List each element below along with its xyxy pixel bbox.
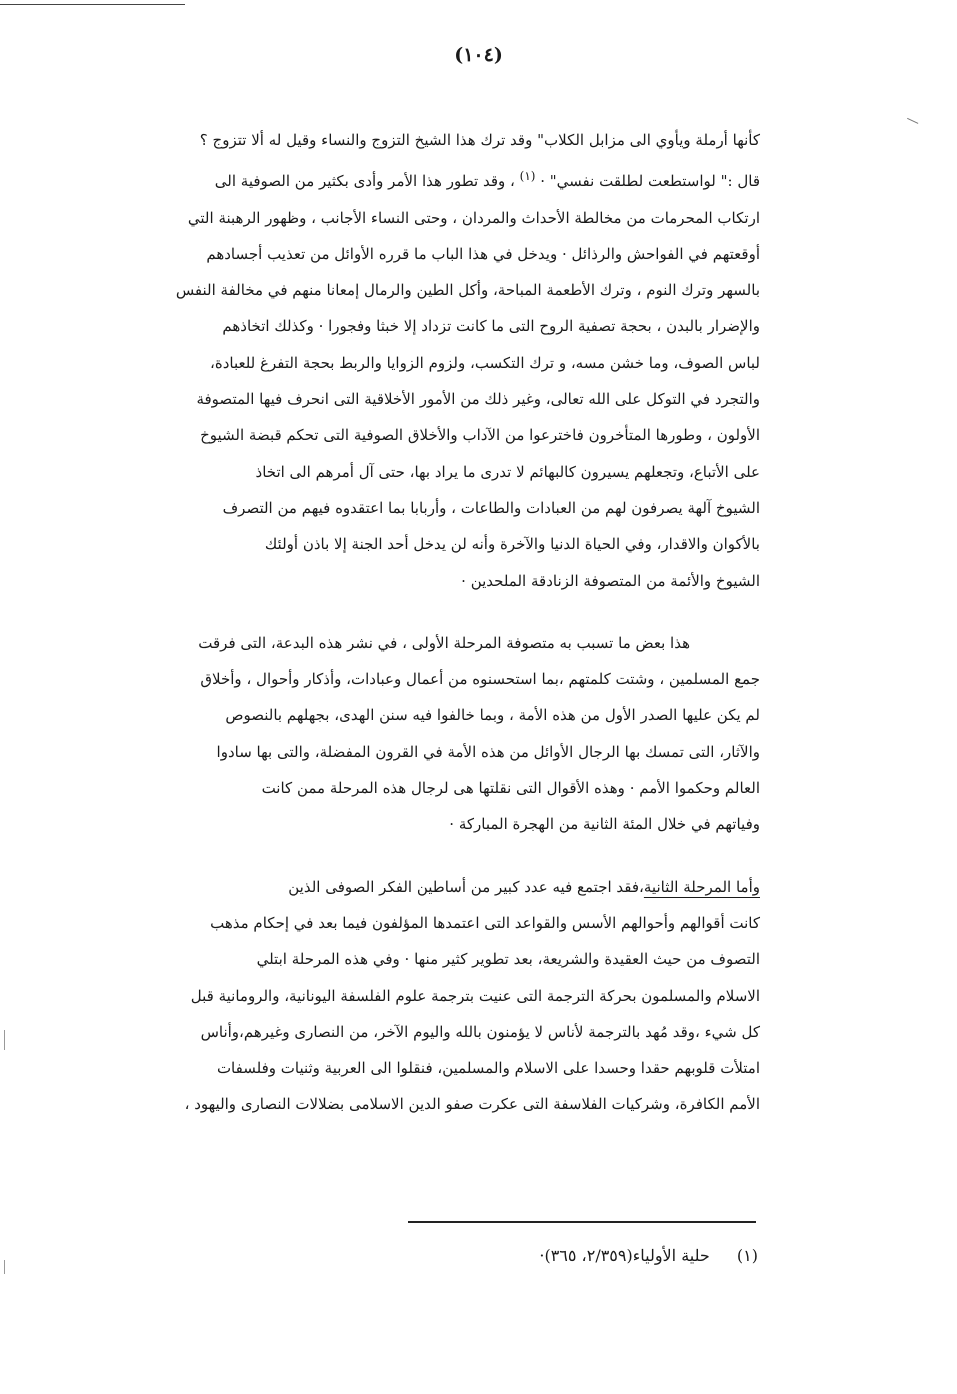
page-number: (١٠٤)	[454, 44, 503, 66]
text-line: امتلأت قلوبهم حقدا وحسدا على الاسلام والمسلمين، فنقلوا الى العربية وثنيات وفلسفات	[216, 1059, 760, 1078]
text-line	[100, 158, 760, 199]
footnote-text: حلية الأولياء(٢/٣٥٩، ٣٦٥)·	[539, 1246, 710, 1265]
text-line: الأمم الكافرة، وشركيات الفلاسفة التى عكرت صفو الدين الاسلامى بضلالات النصارى واليهود ،	[184, 1095, 760, 1114]
text-segment: ،فقد اجتمع فيه عدد كبير من أساطين الفكر الصوفى الذين	[288, 877, 644, 896]
text-line: والإضرار بالبدن ، بحجة تصفية الروح التى ما كانت تزداد إلا خبثا وفجورا · وكذلك اتخاذهم	[222, 317, 760, 336]
text-line: كل شيء ،وقد مُهد بالترجمة لأناس لا يؤمنون بالله واليوم الآخر، من النصارى وغيرهم،وأناس	[200, 1022, 760, 1041]
scan-edge-mark	[4, 1260, 5, 1274]
paragraph-1	[100, 122, 760, 599]
text-line: التصوف من حيث العقيدة والشريعة، بعد تطوير كثير منها · وفي هذه المرحلة ابتلي	[256, 950, 760, 969]
text-line: بالأكوان والاقدار، وفي الحياة الدنيا والآخرة وأنه لن يدخل أحد الجنة إلا باذن أولئك	[264, 535, 760, 554]
paragraph-2	[100, 625, 760, 843]
underlined-heading-phrase: وأما المرحلة الثانية	[643, 877, 760, 896]
text-line: لم يكن عليها الصدر الأول من هذه الأمة ، وبما خالفوا فيه سنن الهدى، بجهلهم بالنصوص	[225, 706, 760, 725]
text-line: كانت أقوالهم وأحوالهم الأسس والقواعد التى اعتمدها المؤلفون فيما بعد في إحكام مذهب	[210, 913, 760, 932]
text-line: هذا بعض ما تسبب به متصوفة المرحلة الأولى ، في نشر هذه البدعة، التى فرقت	[198, 633, 690, 652]
text-line: أوقعتهم في الفواحش والرذائل · ويدخل في هذا الباب ما قرره الأوائل من تعذيب أجسادهم	[206, 244, 760, 263]
text-line: لباس الصوف، وما خشن مسه، و ترك التكسب، ولزوم الزوايا والربط بحجة التفرغ للعبادة،	[210, 353, 760, 372]
text-line: والتجرد في التوكل على الله تعالى، وغير ذلك من الأمور الأخلاقية التى انحرف فيها المتصوفة	[196, 390, 760, 409]
text-line: الشيوخ والأئمة من المتصوفة الزنادقة الملحدين ·	[461, 571, 760, 590]
text-line: وفياتهم في خلال المئة الثانية من الهجرة المباركة ·	[449, 815, 760, 834]
text-line: كأنها أرملة ويأوي الى مزابل الكلاب" وقد ترك هذا الشيخ التزوج والنساء وقيل له ألا تتزوج ؟	[199, 131, 760, 149]
text-line: جمع المسلمين ، وشتت كلمتهم ،بما استحسنوه من أعمال وعبادات، وأذكار وأحوال ، وأخلاق	[200, 670, 760, 689]
text-line: الشيوخ آلهة يصرفون لهم من العبادات والطاعات ، وأربابا بما اعتقدوه فيهم من التصرف	[222, 498, 760, 517]
text-line: العالم وحكموا الأمم · وهذه الأقوال التى نقلتها هى لرجال هذه المرحلة ممن كانت	[261, 779, 760, 798]
text-line: بالسهر وترك النوم ، وترك الأطعمة المباحة، وأكل الطين والرمال إمعانا منهم في مخالفة النفس	[175, 281, 760, 300]
text-segment: ، وقد تطور هذا الأمر وأدى بكثير من الصوفية الى	[214, 172, 515, 191]
footnote	[400, 1242, 758, 1270]
text-line: الأولون ، وطورها المتأخرون فاخترعوا من الآداب والأخلاق الصوفية التى تحكم قبضة الشيوخ	[200, 426, 760, 445]
footnote-marker: (١)	[736, 1246, 758, 1265]
paragraph-3	[100, 869, 760, 1123]
body-text	[100, 122, 760, 1123]
text-line: والآثار، التى تمسك بها الرجال الأوائل من هذه الأمة في القرون المفضلة، والتى بها سادوا	[216, 742, 760, 761]
top-rule	[0, 4, 185, 5]
footnote-separator	[408, 1221, 756, 1223]
text-line: على الأتباع، وتجعلهم يسيرون كالبهائم لا تدرى ما يراد بها، حتى آل أمرهم الى اتخاذ	[255, 462, 760, 481]
scan-edge-mark	[4, 1030, 5, 1050]
text-line	[100, 869, 760, 905]
footnote-reference: (١)	[519, 169, 536, 184]
margin-mark	[904, 118, 919, 131]
text-segment: قال :" لواستطعت لطلقت نفسي" ·	[540, 172, 760, 191]
text-line: الاسلام والمسلمون بحركة الترجمة التى عنيت بترجمة علوم الفلسفة اليونانية، والرومانية قبل	[190, 986, 760, 1005]
text-line: ارتكاب المحرمات من مخالطة الأحداث والمردان ، وحتى النساء الأجانب ، وظهور الرهبنة التي	[187, 208, 760, 227]
